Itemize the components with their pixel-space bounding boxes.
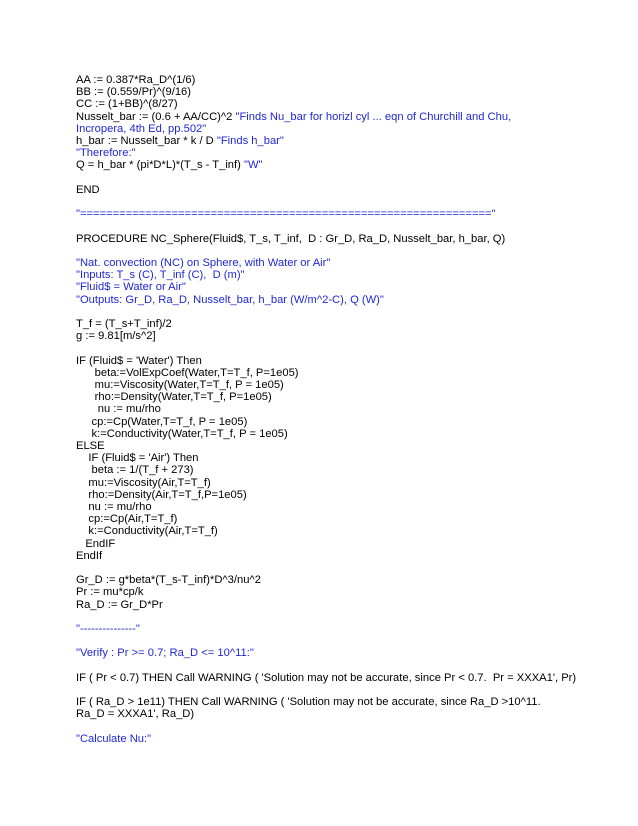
- code-line: [76, 501, 556, 513]
- code-line: [76, 147, 556, 159]
- blank-line: [76, 684, 556, 696]
- code-line: [76, 86, 556, 98]
- code-text: beta:=VolExpCoef(Water,T=T_f, P=1e05): [76, 366, 299, 379]
- code-line: [76, 538, 556, 550]
- code-line: [76, 489, 556, 501]
- code-line: [76, 696, 552, 720]
- code-text: Q = h_bar * (pi*D*L)*(T_s - T_inf): [76, 159, 244, 172]
- code-line: [76, 416, 556, 428]
- code-text: IF (Fluid$ = 'Water') Then: [76, 354, 202, 367]
- code-text: Pr := mu*cp/k: [76, 586, 144, 599]
- code-line: [76, 428, 556, 440]
- code-text: beta := 1/(T_f + 273): [76, 464, 194, 477]
- code-text: Gr_D := g*beta*(T_s-T_inf)*D^3/nu^2: [76, 574, 261, 587]
- blank-line: [76, 342, 556, 354]
- code-text: mu:=Viscosity(Air,T=T_f): [76, 476, 211, 489]
- code-text: k:=Conductivity(Air,T=T_f): [76, 525, 218, 538]
- code-line: [76, 623, 556, 635]
- code-text: Nusselt_bar := (0.6 + AA/CC)^2: [76, 110, 236, 123]
- code-line: [76, 525, 556, 537]
- code-line: [76, 733, 556, 745]
- code-text: ELSE: [76, 440, 105, 452]
- code-line: [76, 452, 556, 464]
- code-text: rho:=Density(Water,T=T_f, P=1e05): [76, 391, 272, 404]
- code-text: nu := mu/rho: [76, 403, 161, 416]
- code-comment: "Finds h_bar": [216, 135, 284, 148]
- code-text: END: [76, 183, 100, 196]
- code-text: k:=Conductivity(Water,T=T_f, P = 1e05): [76, 427, 288, 440]
- code-text: EndIf: [76, 549, 103, 562]
- blank-line: [76, 172, 556, 184]
- blank-line: [76, 196, 556, 208]
- code-line: [76, 379, 556, 391]
- code-line: [76, 574, 556, 586]
- blank-line: [76, 611, 556, 623]
- blank-line: [76, 721, 556, 733]
- code-line: [76, 257, 556, 269]
- code-text: EndIF: [76, 537, 116, 550]
- code-line: [76, 74, 556, 86]
- code-text: AA := 0.387*Ra_D^(1/6): [76, 74, 196, 86]
- code-comment: "Finds Nu_bar for horizl cyl ... eqn of Churchill and Chu, Incropera, 4th Ed, pp.502": [76, 110, 512, 135]
- code-line: [76, 513, 556, 525]
- code-line: [76, 98, 556, 110]
- code-text: PROCEDURE NC_Sphere(Fluid$, T_s, T_inf, D : Gr_D, Ra_D, Nusselt_bar, h_bar, Q): [76, 232, 506, 245]
- code-line: [76, 269, 556, 281]
- code-line: [76, 355, 556, 367]
- blank-line: [76, 220, 556, 232]
- code-text: IF ( Ra_D > 1e11) THEN Call WARNING ( 'Solution may not be accurate, since Ra_D >10^11. Ra_D = XXXA1', Ra_D): [76, 696, 541, 721]
- blank-line: [76, 660, 556, 672]
- blank-line: [76, 562, 556, 574]
- code-line: [76, 440, 556, 452]
- blank-line: [76, 635, 556, 647]
- code-comment: "Verify : Pr >= 0.7; Ra_D <= 10^11:": [76, 647, 254, 660]
- blank-line: [76, 245, 556, 257]
- code-line: [76, 403, 556, 415]
- code-line: [76, 111, 552, 135]
- code-line: [76, 550, 556, 562]
- code-line: [76, 586, 556, 598]
- code-line: [76, 208, 556, 220]
- code-text: cp:=Cp(Water,T=T_f, P = 1e05): [76, 415, 248, 428]
- blank-line: [76, 306, 556, 318]
- code-line: [76, 318, 556, 330]
- code-comment: "Outputs: Gr_D, Ra_D, Nusselt_bar, h_bar (W/m^2-C), Q (W)": [76, 293, 384, 306]
- code-line: [76, 477, 556, 489]
- code-text: CC := (1+BB)^(8/27): [76, 98, 178, 111]
- code-text: IF (Fluid$ = 'Air') Then: [76, 452, 199, 465]
- code-comment: "===============================================================": [76, 208, 496, 221]
- code-line: [76, 464, 556, 476]
- code-line: [76, 135, 556, 147]
- document-page: [76, 74, 577, 745]
- code-text: BB := (0.559/Pr)^(9/16): [76, 86, 191, 99]
- code-line: [76, 233, 556, 245]
- code-comment: "---------------": [76, 623, 140, 636]
- code-line: [76, 599, 556, 611]
- code-line: [76, 281, 556, 293]
- code-line: [76, 184, 556, 196]
- code-line: [76, 159, 556, 171]
- code-text: nu := mu/rho: [76, 501, 152, 514]
- code-text: h_bar := Nusselt_bar * k / D: [76, 135, 217, 148]
- code-text: rho:=Density(Air,T=T_f,P=1e05): [76, 488, 247, 501]
- code-comment: "Nat. convection (NC) on Sphere, with Water or Air": [76, 256, 331, 269]
- code-text: mu:=Viscosity(Water,T=T_f, P = 1e05): [76, 378, 284, 391]
- code-text: T_f = (T_s+T_inf)/2: [76, 317, 172, 330]
- code-text: Ra_D := Gr_D*Pr: [76, 598, 163, 611]
- code-text: g := 9.81[m/s^2]: [76, 330, 156, 343]
- code-line: [76, 391, 556, 403]
- code-line: [76, 367, 556, 379]
- code-text: IF ( Pr < 0.7) THEN Call WARNING ( 'Solution may not be accurate, since Pr < 0.7. Pr = XXXA1', Pr): [76, 671, 577, 684]
- code-comment: "W": [243, 159, 263, 172]
- code-comment: "Therefore:": [76, 147, 136, 160]
- code-line: [76, 671, 577, 684]
- code-line: [76, 330, 556, 342]
- code-line: [76, 294, 556, 306]
- code-comment: "Fluid$ = Water or Air": [76, 281, 186, 294]
- code-comment: "Inputs: T_s (C), T_inf (C), D (m)": [76, 269, 245, 282]
- code-line: [76, 647, 556, 659]
- code-text: cp:=Cp(Air,T=T_f): [76, 513, 178, 526]
- code-comment: "Calculate Nu:": [76, 732, 152, 745]
